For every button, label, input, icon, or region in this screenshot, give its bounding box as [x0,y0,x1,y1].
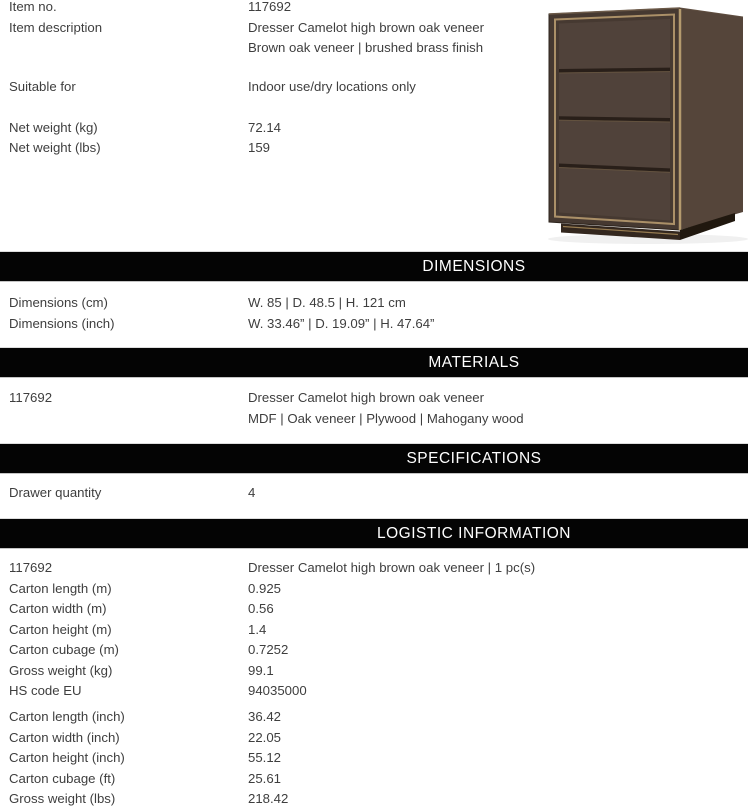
dimensions-inch-value: W. 33.46” | D. 19.09” | H. 47.64” [248,315,435,331]
carton-width-m-label: Carton width (m) [9,601,107,616]
item-no-value: 117692 [248,0,292,14]
product-photo-dresser [530,2,748,244]
gross-weight-kg-row [0,661,748,682]
materials-value [248,388,748,429]
drawer-quantity-row [0,483,748,504]
gross-weight-kg-label: Gross weight (kg) [9,662,113,678]
hs-code-eu-value: 94035000 [248,683,307,698]
item-description-label: Item description [9,19,103,35]
logistics-item-row [0,558,748,579]
gross-weight-lbs-value: 218.42 [248,791,289,806]
dimensions-cm-label: Dimensions (cm) [9,295,108,310]
carton-cubage-m-row [0,640,748,661]
dresser-illustration [530,2,748,244]
carton-height-inch-label: Carton height (inch) [9,750,125,765]
logistics-item-no: 117692 [9,560,53,575]
item-no-label: Item no. [9,0,57,14]
materials-row [0,388,748,429]
materials-line2: MDF | Oak veneer | Plywood | Mahogany wood [248,410,524,426]
gross-weight-kg-value: 99.1 [248,662,274,678]
carton-width-m-row [0,599,748,620]
carton-cubage-m-value: 0.7252 [248,642,289,657]
logistics-imperial-section [0,707,748,810]
carton-length-m-value: 0.925 [248,580,282,596]
carton-length-inch-value: 36.42 [248,709,282,724]
dimensions-banner: DIMENSIONS [0,252,748,281]
carton-width-inch-label: Carton width (inch) [9,729,120,745]
gross-weight-lbs-label: Gross weight (lbs) [9,791,116,806]
carton-length-m-row [0,579,748,600]
logistics-item-value: Dresser Camelot high brown oak veneer | 1 pc(s) [248,560,536,575]
materials-banner: MATERIALS [0,348,748,377]
carton-cubage-ft-row [0,769,748,790]
carton-height-m-row [0,620,748,641]
carton-length-inch-label: Carton length (inch) [9,709,125,724]
specifications-section [0,483,748,504]
materials-line1: Dresser Camelot high brown oak veneer [248,390,485,405]
carton-cubage-ft-label: Carton cubage (ft) [9,770,116,786]
carton-width-m-value: 0.56 [248,601,274,616]
materials-section [0,388,748,429]
logistics-metric-section [0,558,748,702]
carton-cubage-m-label: Carton cubage (m) [9,642,119,657]
carton-height-inch-row [0,748,748,769]
gross-weight-lbs-row [0,789,748,810]
carton-cubage-ft-value: 25.61 [248,770,282,786]
materials-item-no: 117692 [9,390,53,405]
dimensions-inch-row [0,314,748,335]
net-weight-lbs-value: 159 [248,140,271,155]
item-description-line1: Dresser Camelot high brown oak veneer [248,19,485,35]
carton-height-inch-value: 55.12 [248,750,282,765]
hs-code-eu-row [0,681,748,702]
suitable-for-value: Indoor use/dry locations only [248,78,416,94]
suitable-for-label: Suitable for [9,78,76,94]
hs-code-eu-label: HS code EU [9,683,82,698]
dimensions-section [0,293,748,334]
item-description-line2: Brown oak veneer | brushed brass finish [248,40,484,55]
carton-height-m-value: 1.4 [248,621,267,637]
specifications-banner: SPECIFICATIONS [0,444,748,473]
dimensions-cm-value: W. 85 | D. 48.5 | H. 121 cm [248,295,406,310]
carton-width-inch-value: 22.05 [248,729,282,745]
dresser-side-panel [680,8,743,230]
logistics-banner: LOGISTIC INFORMATION [0,519,748,548]
dimensions-inch-label: Dimensions (inch) [9,315,115,331]
dimensions-cm-row [0,293,748,314]
drawer-quantity-label: Drawer quantity [9,485,102,500]
drawer-quantity-value: 4 [248,485,256,500]
carton-height-m-label: Carton height (m) [9,621,112,637]
net-weight-lbs-label: Net weight (lbs) [9,140,101,155]
carton-width-inch-row [0,728,748,749]
net-weight-kg-label: Net weight (kg) [9,119,98,135]
net-weight-kg-value: 72.14 [248,119,282,135]
carton-length-m-label: Carton length (m) [9,580,112,596]
carton-length-inch-row [0,707,748,728]
